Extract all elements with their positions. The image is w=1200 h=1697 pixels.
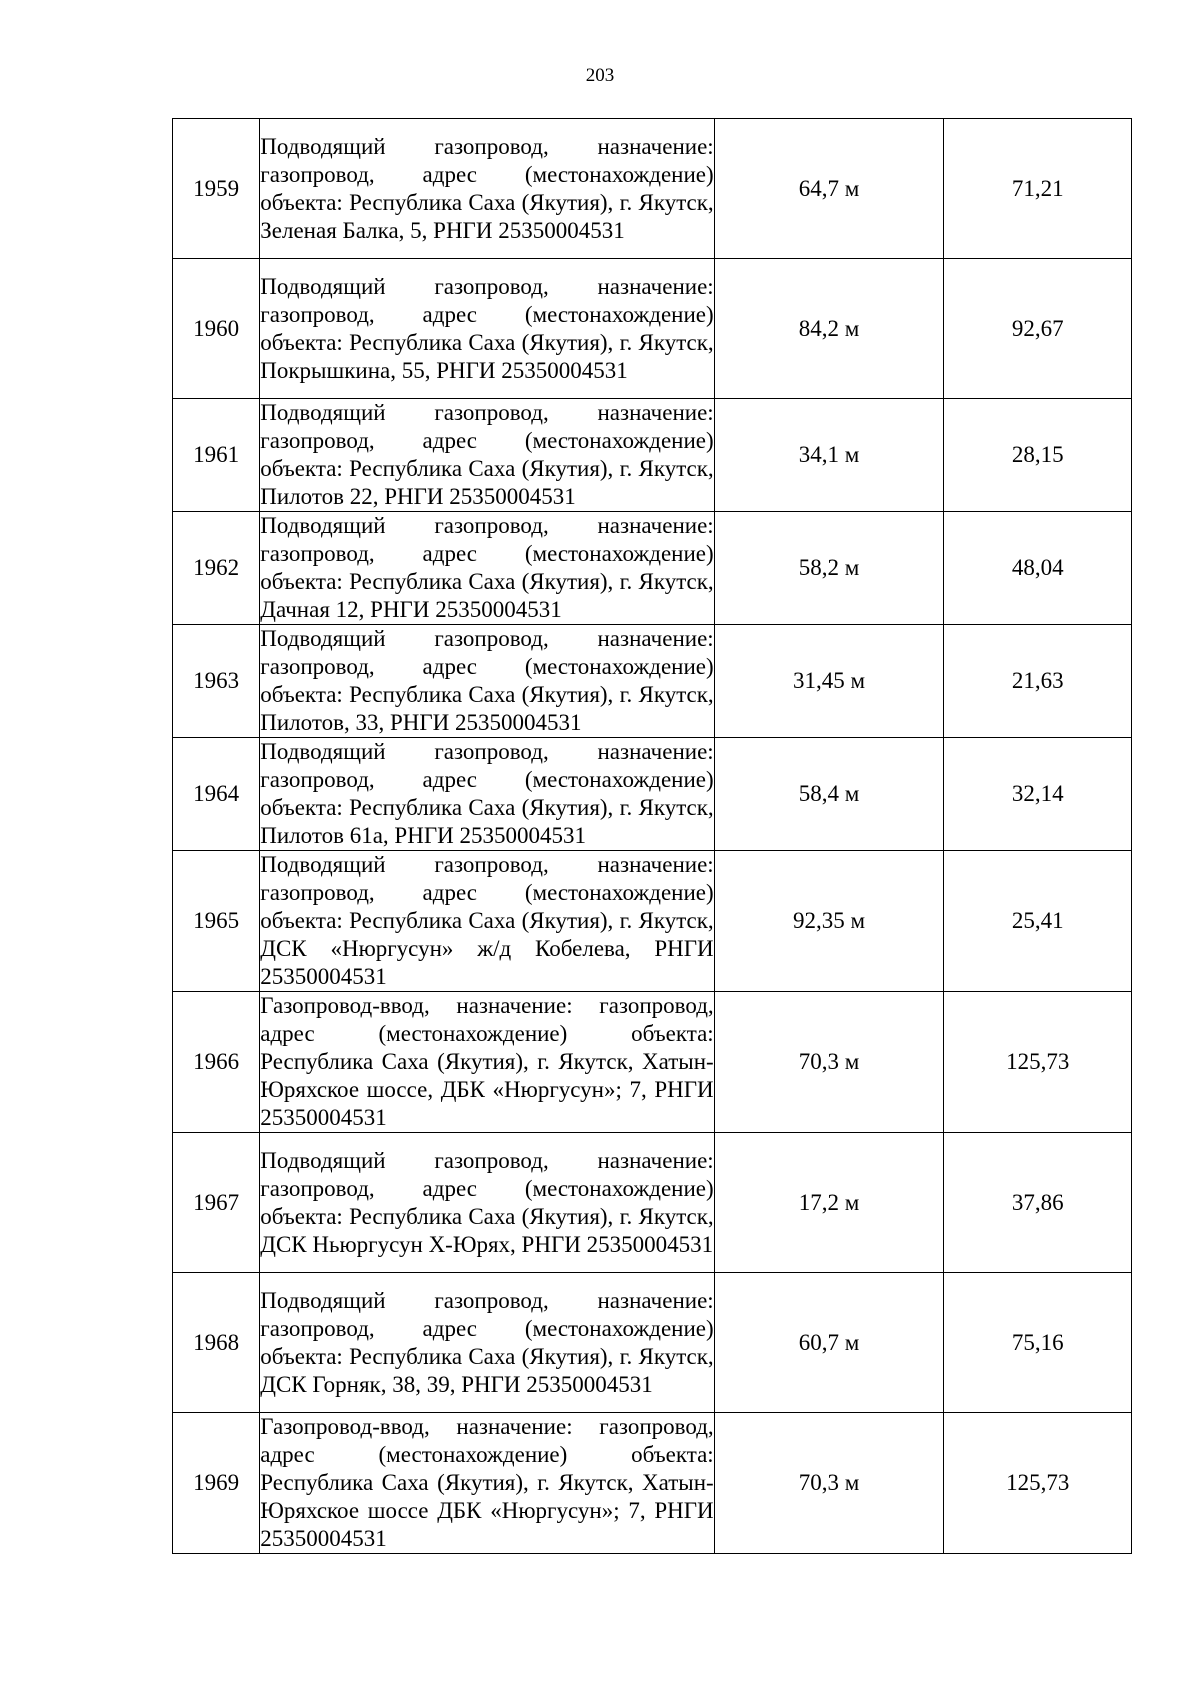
value-cell: 92,67 (944, 259, 1132, 399)
row-number-cell: 1969 (173, 1413, 260, 1554)
object-description-cell: Подводящий газопровод, назначение: газопровод, адрес (местонахождение) объекта: Республика Саха (Якутия), г. Якутск, Пилотов, 33, РНГИ 25350004531 (260, 625, 714, 738)
registry-table (172, 118, 1132, 1554)
object-description-cell: Подводящий газопровод, назначение: газопровод, адрес (местонахождение) объекта: Республика Саха (Якутия), г. Якутск, ДСК Горняк, 38, 39, РНГИ 25350004531 (260, 1273, 714, 1413)
value-cell: 71,21 (944, 119, 1132, 259)
object-description-cell: Подводящий газопровод, назначение: газопровод, адрес (местонахождение) объекта: Республика Саха (Якутия), г. Якутск, Дачная 12, РНГИ 25350004531 (260, 512, 714, 625)
row-number-cell: 1964 (173, 738, 260, 851)
row-number-cell: 1968 (173, 1273, 260, 1413)
value-cell: 48,04 (944, 512, 1132, 625)
table-row (173, 851, 1132, 992)
length-cell: 92,35 м (714, 851, 944, 992)
table-row (173, 1133, 1132, 1273)
length-cell: 70,3 м (714, 1413, 944, 1554)
length-cell: 58,4 м (714, 738, 944, 851)
page-number: 203 (585, 65, 615, 86)
table-row (173, 1273, 1132, 1413)
table-row (173, 512, 1132, 625)
table-row (173, 1413, 1132, 1554)
value-cell: 125,73 (944, 1413, 1132, 1554)
value-cell: 32,14 (944, 738, 1132, 851)
length-cell: 58,2 м (714, 512, 944, 625)
value-cell: 75,16 (944, 1273, 1132, 1413)
length-cell: 17,2 м (714, 1133, 944, 1273)
table-row (173, 399, 1132, 512)
object-description-cell: Газопровод-ввод, назначение: газопровод, адрес (местонахождение) объекта: Республика Саха (Якутия), г. Якутск, Хатын-Юряхское шоссе ДБК «Нюргусун»; 7, РНГИ 25350004531 (260, 1413, 714, 1554)
length-cell: 84,2 м (714, 259, 944, 399)
value-cell: 21,63 (944, 625, 1132, 738)
length-cell: 34,1 м (714, 399, 944, 512)
table-row (173, 992, 1132, 1133)
table-row (173, 738, 1132, 851)
length-cell: 31,45 м (714, 625, 944, 738)
row-number-cell: 1966 (173, 992, 260, 1133)
table-row (173, 119, 1132, 259)
row-number-cell: 1959 (173, 119, 260, 259)
object-description-cell: Газопровод-ввод, назначение: газопровод, адрес (местонахождение) объекта: Республика Саха (Якутия), г. Якутск, Хатын-Юряхское шоссе, ДБК «Нюргусун»; 7, РНГИ 25350004531 (260, 992, 714, 1133)
row-number-cell: 1961 (173, 399, 260, 512)
object-description-cell: Подводящий газопровод, назначение: газопровод, адрес (местонахождение) объекта: Республика Саха (Якутия), г. Якутск, Пилотов 22, РНГИ 25350004531 (260, 399, 714, 512)
object-description-cell: Подводящий газопровод, назначение: газопровод, адрес (местонахождение) объекта: Республика Саха (Якутия), г. Якутск, Покрышкина, 55, РНГИ 25350004531 (260, 259, 714, 399)
object-description-cell: Подводящий газопровод, назначение: газопровод, адрес (местонахождение) объекта: Республика Саха (Якутия), г. Якутск, Пилотов 61а, РНГИ 25350004531 (260, 738, 714, 851)
table-row (173, 259, 1132, 399)
length-cell: 64,7 м (714, 119, 944, 259)
object-description-cell: Подводящий газопровод, назначение: газопровод, адрес (местонахождение) объекта: Республика Саха (Якутия), г. Якутск, ДСК Ньюргусун Х-Юрях, РНГИ 25350004531 (260, 1133, 714, 1273)
row-number-cell: 1962 (173, 512, 260, 625)
table-row (173, 625, 1132, 738)
row-number-cell: 1967 (173, 1133, 260, 1273)
object-description-cell: Подводящий газопровод, назначение: газопровод, адрес (местонахождение) объекта: Республика Саха (Якутия), г. Якутск, ДСК «Нюргусун» ж/д Кобелева, РНГИ 25350004531 (260, 851, 714, 992)
object-description-cell: Подводящий газопровод, назначение: газопровод, адрес (местонахождение) объекта: Республика Саха (Якутия), г. Якутск, Зеленая Балка, 5, РНГИ 25350004531 (260, 119, 714, 259)
row-number-cell: 1965 (173, 851, 260, 992)
value-cell: 25,41 (944, 851, 1132, 992)
row-number-cell: 1963 (173, 625, 260, 738)
value-cell: 125,73 (944, 992, 1132, 1133)
value-cell: 28,15 (944, 399, 1132, 512)
length-cell: 60,7 м (714, 1273, 944, 1413)
row-number-cell: 1960 (173, 259, 260, 399)
length-cell: 70,3 м (714, 992, 944, 1133)
value-cell: 37,86 (944, 1133, 1132, 1273)
